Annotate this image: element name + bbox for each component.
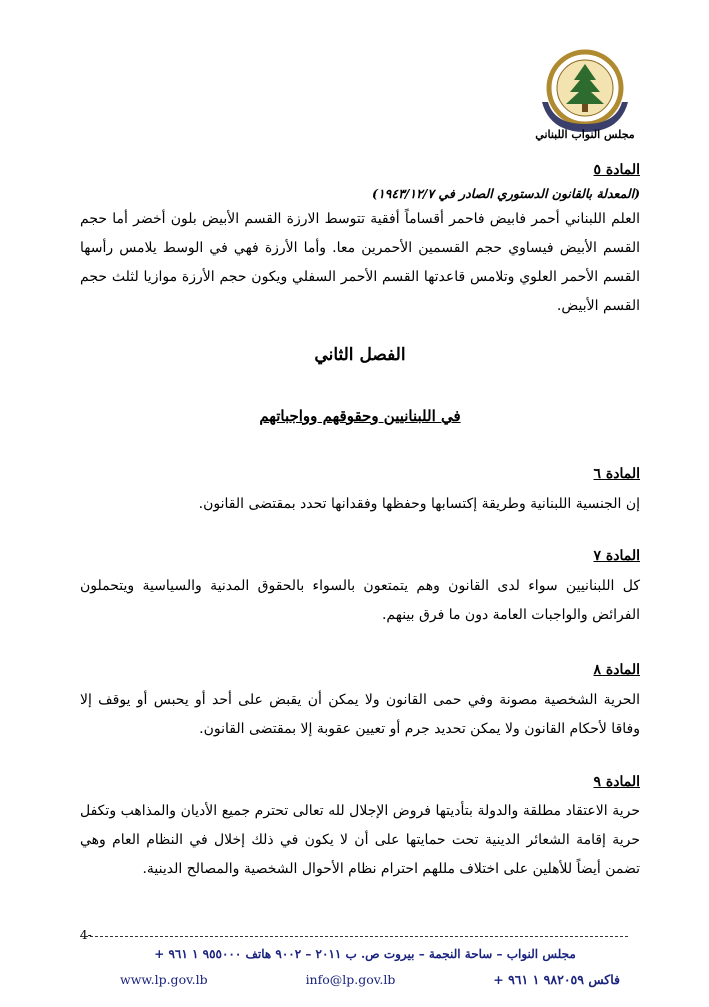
article-6-heading: المادة ٦ — [593, 466, 640, 482]
website-link[interactable]: www.lp.gov.lb — [120, 972, 208, 987]
article-5-heading: المادة ٥ — [593, 162, 640, 178]
article-5-amendment-note: (المعدلة بالقانون الدستوري الصادر في ١٩٤٣/١٢/٧) — [372, 186, 640, 201]
article-9-text: حرية الاعتقاد مطلقة والدولة بتأديتها فروض الإجلال لله تعالى تحترم جميع الأديان والمذاهب وتكفل حرية إقامة الشعائر الدينية تحت حمايتها على أن لا يكون في ذلك إخلال في النظام العام وهي تضمن أيضاً للأهلين على اختلاف مللهم احترام نظام الأحوال الشخصية والمصالح الدينية. — [80, 803, 640, 877]
article-9-heading: المادة ٩ — [593, 774, 640, 790]
article-8-heading: المادة ٨ — [593, 662, 640, 678]
article-7-heading: المادة ٧ — [593, 548, 640, 564]
article-7-text: كل اللبنانيين سواء لدى القانون وهم يتمتعون بالسواء بالحقوق المدنية والسياسية ويتحملون الفرائض والواجبات العامة دون ما فرق بينهم. — [80, 578, 640, 623]
chapter-subtitle: في اللبنانيين وحقوقهم وواجباتهم — [259, 407, 461, 425]
footer-divider — [80, 936, 628, 937]
footer-contacts — [120, 972, 620, 987]
fax-number: فاكس ٩٨٢٠٥٩ ١ ٩٦١ + — [493, 972, 620, 987]
article-6-text: إن الجنسية اللبنانية وطريقة إكتسابها وحفظها وفقدانها تحدد بمقتضى القانون. — [198, 496, 640, 512]
logo-caption: مجلس النواب اللبناني — [535, 128, 635, 141]
page-number: 4- — [80, 928, 92, 942]
article-8-text: الحرية الشخصية مصونة وفي حمى القانون ولا يمكن أن يقبض على أحد أو يحبس أو يوقف إلا وفاقا لأحكام القانون ولا يمكن تحديد جرم أو تعيين عقوبة إلا بمقتضى القانون. — [80, 692, 640, 737]
footer-address: مجلس النواب – ساحة النجمة – بيروت ص. ب ٢٠١١ – ٩٠٠٢ هاتف ٩٥٥٠٠٠ ١ ٩٦١ + — [154, 947, 576, 961]
article-5-text: العلم اللبناني أحمر فابيض فاحمر أقساماً أفقية تتوسط الارزة القسم الأبيض بلون أخضر أما حجم القسم الأبيض فيساوي حجم القسمين الأحمرين معا. وأما الأرزة فهي في الوسط يلامس رأسها القسم الأحمر العلوي وتلامس قاعدتها القسم الأحمر السفلي ويكون حجم الأرزة موازيا لثلث حجم القسم الأبيض. — [80, 211, 640, 314]
email-link[interactable]: info@lp.gov.lb — [305, 972, 396, 987]
chapter-title: الفصل الثاني — [314, 345, 406, 365]
